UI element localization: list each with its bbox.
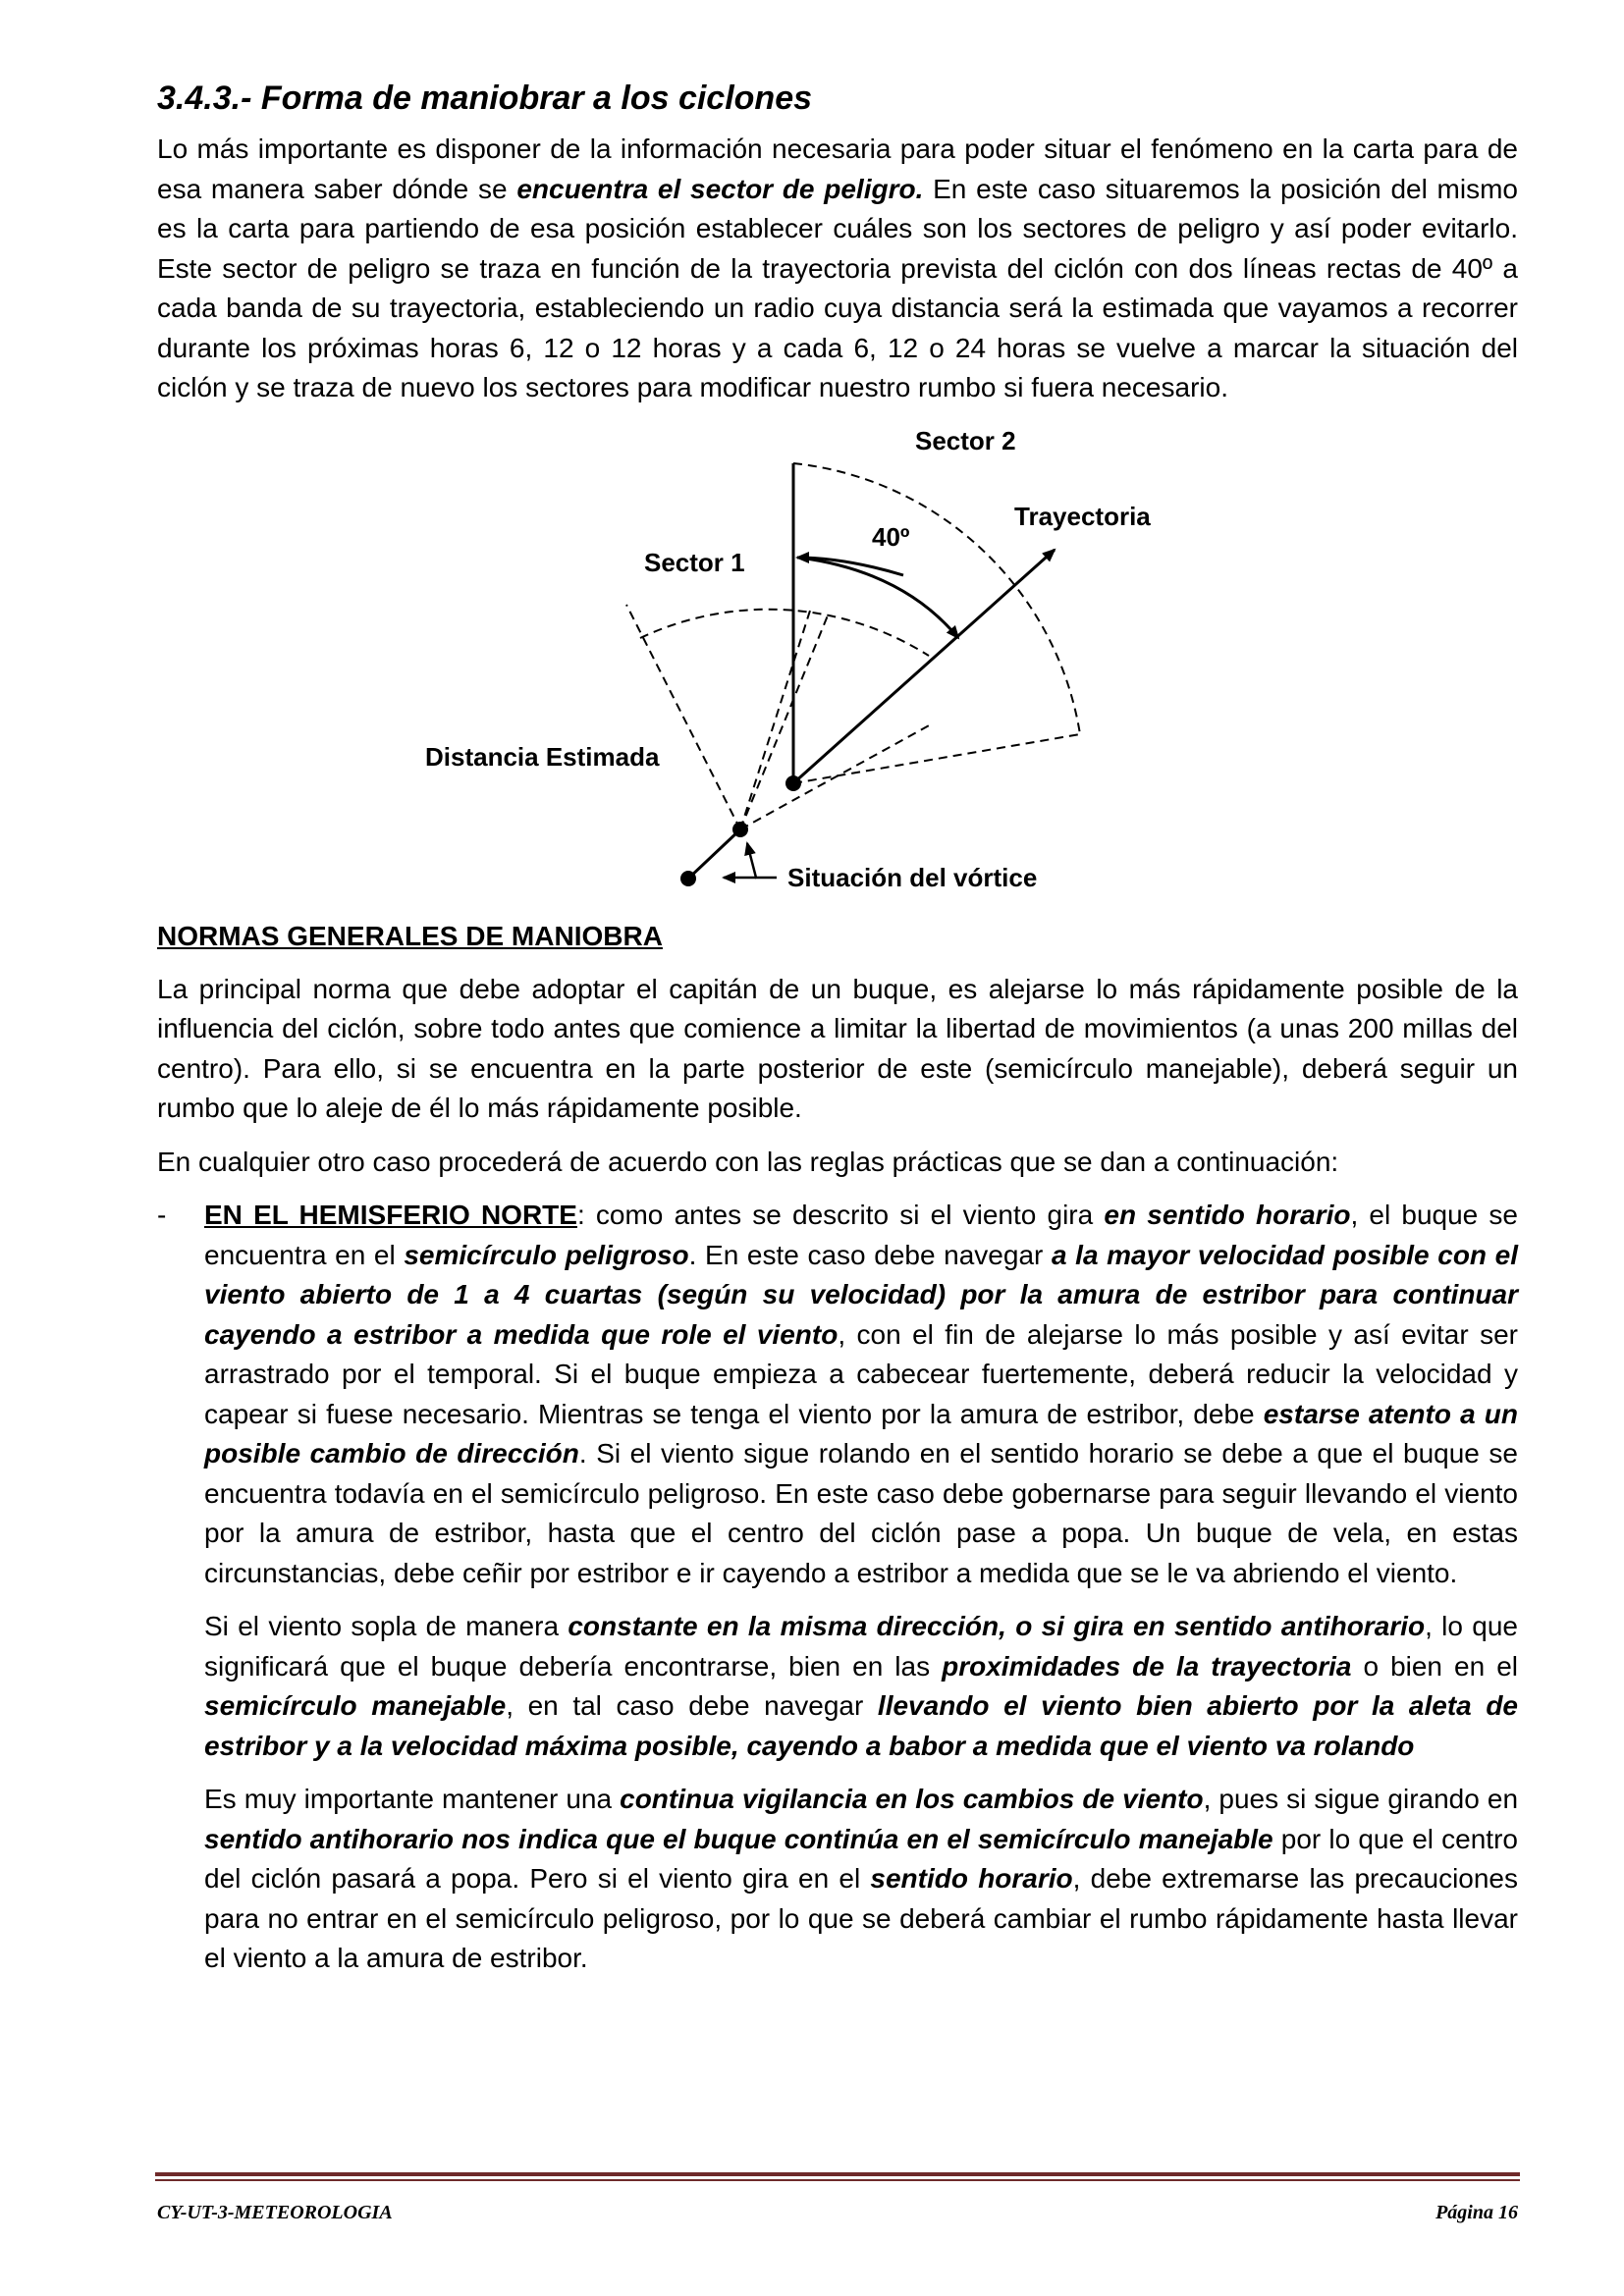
vortex-current-dot xyxy=(785,775,801,791)
sector2-label: Sector 2 xyxy=(915,425,1016,455)
text-run: constante en la misma dirección, o si gira en sentido antihorario xyxy=(568,1611,1426,1641)
section-title: 3.4.3.- Forma de maniobrar a los ciclones xyxy=(157,80,813,117)
bullet-hemisferio-norte xyxy=(157,1196,1518,1979)
text-run: Si el viento sopla de manera xyxy=(204,1611,568,1641)
text-run: EN EL HEMISFERIO NORTE xyxy=(204,1200,577,1230)
sector1-inner-line-b xyxy=(740,615,828,829)
footer-rule xyxy=(155,2172,1520,2176)
sector1-label: Sector 1 xyxy=(644,547,745,577)
vortice-label: Situación del vórtice xyxy=(787,862,1038,892)
text-run: proximidades de la trayectoria xyxy=(942,1650,1352,1682)
text-run: : como antes se descrito si el viento gira xyxy=(576,1200,1105,1230)
text-run: , en tal caso debe navegar xyxy=(506,1690,878,1721)
angle-label: 40º xyxy=(872,521,910,552)
text-run: semicírculo manejable xyxy=(204,1690,507,1721)
text-run: . Si el viento sigue rolando en el sentido horario se debe a que el buque se encuentra todavía en el semicírculo peligroso. En este caso debe gobernarse para seguir llevando el viento por la amura de estribor, hasta que el centro del ciclón pase a popa. Un buque de vela, en estas circunstancias, debe ceñir por estribor e ir cayendo a estribor a medida que se le va abriendo el viento. xyxy=(204,1438,1518,1588)
sector1-left-boundary xyxy=(626,605,740,829)
text-run: , con el fin de alejarse lo más posible y así evitar ser arrastrado por el temporal. Si el buque empieza a cabecear fuertemente, deberá reducir la velocidad y capear si fuese necesario. Mientras se tenga el viento por la amura de estribor, debe xyxy=(204,1318,1518,1429)
text-run: en sentido horario xyxy=(1104,1200,1351,1230)
vortex-pointer xyxy=(747,843,777,878)
text-run: , pues si sigue girando en xyxy=(1203,1784,1519,1814)
bullet-paragraph-1 xyxy=(204,1196,1518,1593)
previous-track-line xyxy=(688,829,740,879)
text-run: . En este caso debe navegar xyxy=(688,1239,1052,1270)
bullet-paragraph-3 xyxy=(204,1780,1518,1979)
text-run: , el buque se encuentra en el xyxy=(204,1200,1519,1270)
page-content xyxy=(157,77,1518,1993)
text-run: En este caso situaremos la posición del mismo es la carta para partiendo de esa posición establecer cuáles son los sectores de peligro y así poder evitarlo. Este sector de peligro se traza en función de la trayectoria prevista del ciclón con dos líneas rectas de 40º a cada banda de su trayectoria, estableciendo un radio cuya distancia será la estimada que vayamos a recorrer durante los próximas horas 6, 12 o 12 horas y a cada 6, 12 o 24 horas se vuelve a marcar la situación del ciclón y se traza de nuevo los sectores para modificar nuestro rumbo si fuera necesario. xyxy=(157,173,1519,402)
vortex-position-dot xyxy=(732,822,748,837)
diagram-svg xyxy=(157,414,1518,915)
text-run: llevando el viento bien abierto por la aleta de estribor y a la velocidad máxima posible, cayendo a babor a medida que el viento va rolando xyxy=(204,1690,1518,1761)
intro-paragraph xyxy=(157,130,1518,408)
text-run: sentido antihorario nos indica que el buque continúa en el semicírculo manejable xyxy=(204,1823,1273,1854)
footer-rule-thin xyxy=(155,2179,1520,2181)
text-run: encuentra el sector de peligro. xyxy=(516,173,924,204)
footer-doc-id: CY-UT-3-METEOROLOGIA xyxy=(157,2202,393,2223)
normas-paragraph-1: La principal norma que debe adoptar el capitán de un buque, es alejarse lo más rápidamente posible de la influencia del ciclón, sobre todo antes que comience a limitar la libertad de movimientos (a unas 200 millas del centro). Para ello, si se encuentra en la parte posterior de este (semicírculo manejable), deberá seguir un rumbo que lo aleje de él lo más rápidamente posible. xyxy=(157,973,1518,1123)
text-run: semicírculo peligroso xyxy=(404,1239,689,1270)
distancia-label: Distancia Estimada xyxy=(425,741,660,772)
vortex-previous-dot xyxy=(680,871,696,886)
normas-paragraph-2: En cualquier otro caso procederá de acuerdo con las reglas prácticas que se dan a continuación: xyxy=(157,1146,1339,1177)
bullet-dash: - xyxy=(157,1200,167,1230)
text-run: o bien en el xyxy=(1351,1650,1518,1682)
cyclone-sector-diagram xyxy=(157,414,1518,915)
text-run: a la mayor velocidad posible con el viento abierto de 1 a 4 cuartas (según su velocidad) por la amura de estribor para continuar cayendo a estribor a medida que role el viento xyxy=(204,1239,1519,1350)
text-run: Es muy importante mantener una xyxy=(204,1784,621,1814)
trajectory-line xyxy=(793,550,1055,783)
bullet-paragraph-2 xyxy=(204,1607,1518,1766)
text-run: continua vigilancia en los cambios de viento xyxy=(620,1784,1204,1814)
normas-heading: NORMAS GENERALES DE MANIOBRA xyxy=(157,920,663,951)
text-run: , debe extremarse las precauciones para no entrar en el semicírculo peligroso, por lo que se deberá cambiar el rumbo rápidamente hasta llevar el viento a la amura de estribor. xyxy=(204,1863,1519,1973)
sector1-arc xyxy=(640,609,929,655)
text-run: sentido horario xyxy=(870,1863,1073,1894)
trayectoria-label: Trayectoria xyxy=(1014,501,1151,531)
text-run: Lo más importante es disponer de la información necesaria para poder situar el fenómeno en la carta para de esa manera saber dónde se xyxy=(157,133,1518,204)
footer-page-number: Página 16 xyxy=(1435,2202,1518,2223)
text-run: , lo que significará que el buque debería encontrarse, bien en las xyxy=(204,1611,1518,1682)
text-run: por lo que el centro del ciclón pasará a popa. Pero si el viento gira en el xyxy=(204,1823,1518,1894)
text-run: estarse atento a un posible cambio de dirección xyxy=(204,1398,1519,1468)
